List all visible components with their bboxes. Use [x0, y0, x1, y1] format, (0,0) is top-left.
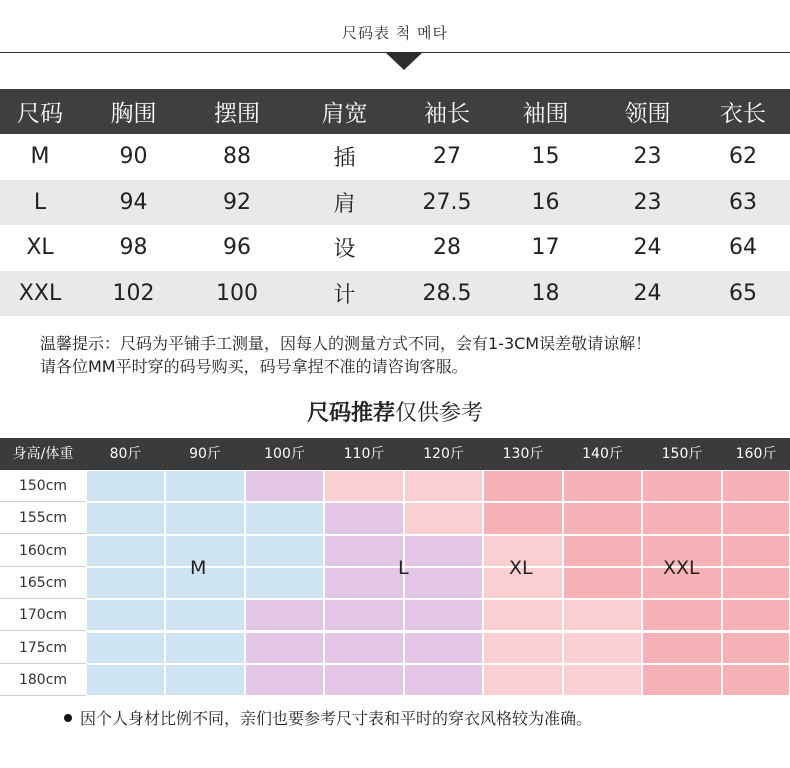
weight-header: 150斤 [661, 446, 703, 462]
table-cell: 16 [492, 180, 599, 226]
grid-cell-xl [563, 599, 642, 631]
zone-label-xxl: XXL [663, 557, 700, 579]
grid-cell-m [165, 632, 245, 664]
recommend-grid-header [0, 438, 790, 470]
col-header: 袖围 [492, 89, 599, 134]
grid-cell-xxl [642, 470, 722, 502]
grid-cell-xl [324, 470, 404, 502]
grid-cell-xxl [722, 535, 790, 567]
grid-cell-l [404, 535, 483, 567]
table-cell: 102 [80, 271, 187, 317]
down-arrow-icon [385, 52, 423, 70]
table-cell: 63 [696, 180, 790, 226]
grid-cell-xxl [722, 664, 790, 696]
height-label: 160cm [0, 535, 86, 567]
weight-header: 90斤 [189, 446, 221, 462]
grid-cell-l [404, 632, 483, 664]
table-cell: 肩 [287, 180, 402, 226]
table-cell: 24 [599, 271, 696, 317]
col-header: 肩宽 [287, 89, 402, 134]
grid-cell-xxl [642, 632, 722, 664]
table-cell: 28 [433, 235, 461, 261]
recommend-title-bold: 尺码推荐 [306, 401, 395, 426]
weight-header: 160斤 [735, 446, 777, 462]
grid-corner-label: 身高/体重 [12, 446, 74, 462]
grid-cell-m [86, 535, 165, 567]
grid-cell-l [404, 664, 483, 696]
grid-cell-xl [483, 664, 563, 696]
grid-cell-xl [563, 632, 642, 664]
table-cell: 96 [223, 235, 251, 261]
weight-header: 100斤 [264, 446, 305, 462]
grid-cell-xxl [722, 599, 790, 631]
grid-cell-xxl [642, 599, 722, 631]
size-table [0, 89, 790, 316]
table-cell: 18 [492, 271, 599, 317]
grid-cell-xxl [563, 502, 642, 534]
footer-note [64, 706, 592, 729]
grid-cell-l [404, 599, 483, 631]
table-cell: 65 [696, 271, 790, 317]
table-cell: XXL [0, 271, 80, 317]
grid-cell-l [245, 599, 324, 631]
table-cell: 计 [287, 271, 402, 317]
grid-cell-xxl [563, 567, 642, 599]
recommend-title [0, 396, 790, 427]
table-cell: XL [26, 235, 54, 261]
height-label: 165cm [0, 567, 86, 599]
table-row [0, 180, 790, 226]
zone-label-xl: XL [509, 557, 533, 579]
weight-header: 110斤 [343, 446, 385, 462]
table-cell: 90 [119, 144, 148, 170]
weight-header: 140斤 [582, 446, 623, 462]
table-cell: 27.5 [402, 180, 492, 226]
grid-cell-xl [404, 470, 483, 502]
grid-cell-m [165, 664, 245, 696]
col-header: 尺码 [0, 89, 80, 134]
table-cell: 15 [531, 144, 560, 170]
grid-cell-l [324, 535, 404, 567]
table-cell: 94 [80, 180, 187, 226]
grid-cell-m [86, 664, 165, 696]
table-cell: 插 [333, 146, 356, 172]
grid-cell-xl [483, 632, 563, 664]
grid-cell-l [245, 470, 324, 502]
grid-cell-l [404, 567, 483, 599]
col-header: 摆围 [187, 89, 287, 134]
table-row [0, 271, 790, 317]
size-table-header [0, 89, 790, 134]
measurement-notes [40, 332, 780, 378]
bullet-dot-icon [64, 714, 72, 722]
table-cell: L [0, 180, 80, 226]
grid-cell-xl [404, 502, 483, 534]
col-header: 袖长 [402, 89, 492, 134]
col-header: 领围 [599, 89, 696, 134]
weight-header: 80斤 [109, 446, 142, 462]
grid-cell-xl [563, 664, 642, 696]
grid-cell-m [86, 599, 165, 631]
footer-note-text: 因个人身材比例不同，亲们也要参考尺寸表和平时的穿衣风格较为准确。 [80, 709, 593, 728]
table-cell: 64 [729, 235, 757, 261]
grid-cell-l [324, 632, 404, 664]
grid-cell-xxl [722, 502, 790, 534]
grid-cell-xxl [642, 502, 722, 534]
grid-cell-m [86, 470, 165, 502]
grid-cell-xxl [642, 664, 722, 696]
grid-cell-l [324, 502, 404, 534]
grid-cell-l [324, 567, 404, 599]
grid-cell-m [245, 535, 324, 567]
grid-cell-m [165, 470, 245, 502]
table-cell: 设 [333, 237, 356, 263]
table-cell: 100 [187, 271, 287, 317]
grid-cell-m [86, 502, 165, 534]
height-label: 180cm [0, 664, 86, 696]
grid-cell-m [165, 502, 245, 534]
section-title: 尺码表 척 메타 [341, 24, 448, 42]
table-cell: M [30, 144, 50, 170]
weight-header: 120斤 [423, 446, 464, 462]
grid-cell-xxl [722, 470, 790, 502]
height-label: 150cm [0, 470, 86, 502]
table-cell: 27 [433, 144, 461, 170]
section-header [0, 0, 790, 80]
table-row [0, 134, 790, 180]
grid-cell-m [86, 632, 165, 664]
grid-cell-m [165, 599, 245, 631]
table-row [0, 225, 790, 271]
table-cell: 88 [223, 144, 251, 170]
grid-cell-m [86, 567, 165, 599]
grid-cell-xxl [722, 632, 790, 664]
grid-cell-xxl [722, 567, 790, 599]
grid-cell-l [324, 599, 404, 631]
zone-label-l: L [398, 557, 409, 579]
col-header: 衣长 [696, 89, 790, 134]
height-label: 175cm [0, 632, 86, 664]
grid-cell-xxl [563, 470, 642, 502]
grid-cell-xl [483, 599, 563, 631]
table-cell: 28.5 [402, 271, 492, 317]
grid-cell-l [324, 664, 404, 696]
height-label: 155cm [0, 502, 86, 534]
table-cell: 62 [729, 144, 757, 170]
grid-cell-m [245, 502, 324, 534]
table-cell: 23 [599, 180, 696, 226]
table-cell: 17 [531, 235, 560, 261]
table-cell: 23 [633, 144, 662, 170]
note-line: 温馨提示：尺码为平铺手工测量，因每人的测量方式不同，会有1-3CM误差敬请谅解！ [40, 334, 652, 353]
table-cell: 24 [633, 235, 662, 261]
weight-header: 130斤 [502, 446, 544, 462]
grid-cell-l [245, 632, 324, 664]
grid-cell-xxl [483, 470, 563, 502]
grid-cell-m [245, 567, 324, 599]
grid-cell-l [245, 664, 324, 696]
col-header: 胸围 [80, 89, 187, 134]
table-cell: 98 [119, 235, 148, 261]
height-label: 170cm [0, 599, 86, 631]
recommend-title-rest: 仅供参考 [395, 401, 484, 426]
zone-label-m: M [190, 557, 207, 579]
table-cell: 92 [187, 180, 287, 226]
grid-cell-xxl [563, 535, 642, 567]
note-line: 请各位MM平时穿的码号购买，码号拿捏不准的请咨询客服。 [40, 357, 468, 376]
grid-cell-xxl [483, 502, 563, 534]
